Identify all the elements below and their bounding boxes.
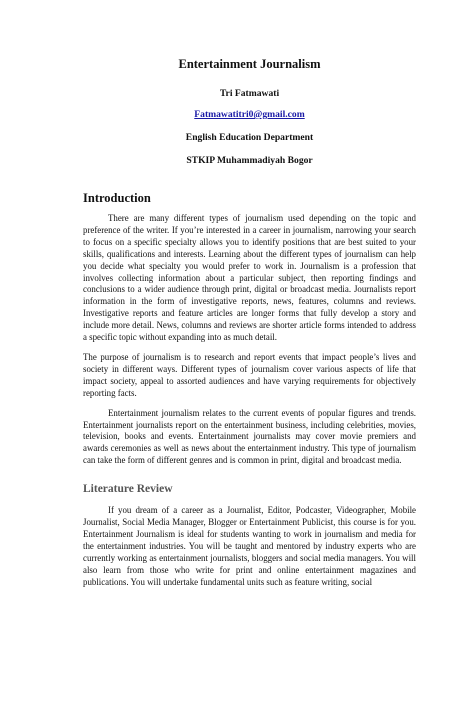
introduction-paragraph-2: The purpose of journalism is to research and report events that impact people’s lives and society in different ways. Different types of journalism cover various aspects of life that impact society, appeal to assorted audiences and have varying requirements for objectively reporting facts. — [83, 351, 416, 398]
introduction-paragraph-1: There are many different types of journalism used depending on the topic and preference of the writer. If you’re interested in a career in journalism, narrowing your search to focus on a specific specialty allows you to identify positions that are best suited to your skills, qualifications and interests. Learning about the different types of journalism can help you decide what specialty you would prefer to work in. Journalism is a profession that involves collecting information about a particular subject, then reporting findings and conclusions to a wider audience through print, digital or broadcast media. Journalists report information in the form of investigative reports, news, features, columns and reviews. Investigative reports and feature articles are longer forms that fully develop a story and include more detail. News, columns and reviews are shorter article forms intended to address a specific topic without expanding into as much detail. — [83, 213, 416, 343]
literature-review-heading: Literature Review — [83, 483, 173, 496]
author-email-link[interactable]: Fatmawatitri0@gmail.com — [194, 109, 305, 120]
literature-review-paragraph-1: If you dream of a career as a Journalist, Editor, Podcaster, Videographer, Mobile Journalist, Social Media Manager, Blogger or Entertainment Publicist, this course is for you. Entertainment Journalism is ideal for students wanting to work in journalism and media for the entertainment industries. You will be taught and mentored by industry experts who are currently working as entertainment journalists, bloggers and social media managers. You will also learn from those who write for print and online entertainment magazines and publications. You will undertake fundamental units such as feature writing, social — [83, 505, 416, 587]
document-page — [0, 56, 474, 726]
paper-title: Entertainment Journalism — [178, 57, 321, 71]
department-name: English Education Department — [185, 132, 314, 143]
author-name: Tri Fatmawati — [219, 88, 280, 99]
introduction-paragraph-3: Entertainment journalism relates to the current events of popular figures and trends. Entertainment journalists report on the entertainment business, including celebrities, movies, television, books and events. Entertainment journalists may cover movie premiers and awards ceremonies as well as news about the entertainment industry. This type of journalism can take the form of different genres and is common in print, digital and broadcast media. — [83, 407, 416, 466]
institution-name: STKIP Muhammadiyah Bogor — [186, 155, 313, 166]
introduction-heading: Introduction — [83, 191, 151, 205]
front-matter — [83, 56, 416, 167]
